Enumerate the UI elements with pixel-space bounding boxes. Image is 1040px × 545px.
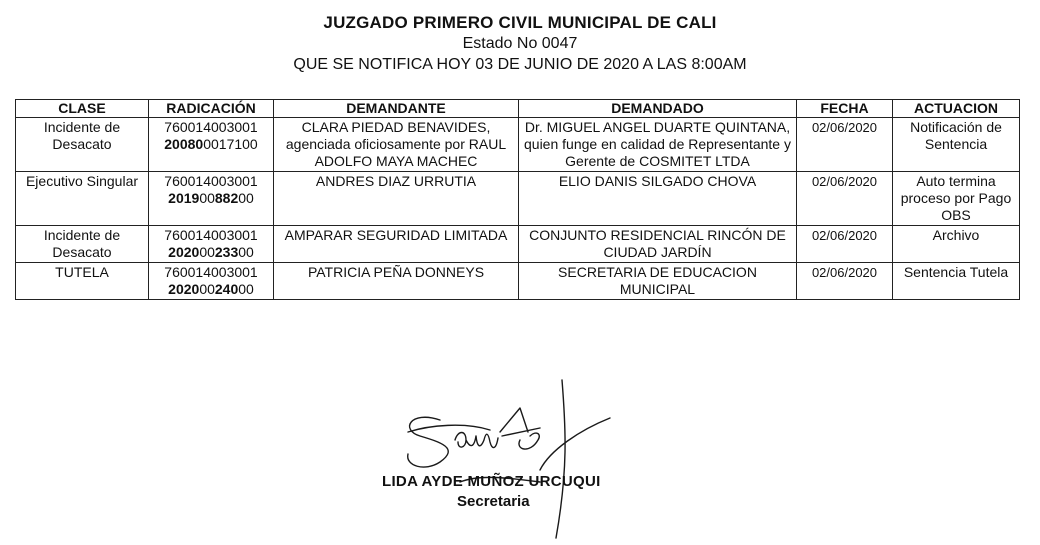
cell-clase: TUTELA: [16, 263, 149, 300]
radicacion-segment: 0: [195, 136, 204, 152]
cell-actuacion: Auto termina proceso por Pago OBS: [893, 172, 1020, 226]
signature-block: [370, 370, 670, 540]
cell-actuacion: Sentencia Tutela: [893, 263, 1020, 300]
cell-actuacion: Notificación de Sentencia: [893, 118, 1020, 172]
cell-radicacion: [149, 226, 274, 263]
estado-number: Estado No 0047: [462, 35, 578, 52]
radicacion-prefix: 760014003001: [164, 119, 258, 135]
cell-demandante: AMPARAR SEGURIDAD LIMITADA: [274, 226, 519, 263]
cell-demandado: ELIO DANIS SILGADO CHOVA: [519, 172, 797, 226]
cell-demandado: Dr. MIGUEL ANGEL DUARTE QUINTANA, quien funge en calidad de Representante y Gerente de COSMITET LTDA: [519, 118, 797, 172]
column-header-demandante: DEMANDANTE: [274, 100, 519, 118]
radicacion-segment: 2020: [168, 244, 200, 260]
cell-fecha: 02/06/2020: [797, 226, 893, 263]
radicacion-number: [153, 190, 269, 207]
radicacion-prefix: 760014003001: [164, 264, 258, 280]
radicacion-segment: 00: [199, 190, 215, 206]
radicacion-number: [153, 281, 269, 298]
notification-date: QUE SE NOTIFICA HOY 03 DE JUNIO DE 2020 A LAS 8:00AM: [293, 56, 747, 73]
table-row: [16, 118, 1020, 172]
radicacion-number: [153, 244, 269, 261]
cell-fecha: 02/06/2020: [797, 118, 893, 172]
radicacion-segment: 2019: [168, 190, 200, 206]
radicacion-segment: 0017100: [203, 136, 258, 152]
signer-role: Secretaria: [457, 493, 530, 510]
cell-demandante: PATRICIA PEÑA DONNEYS: [274, 263, 519, 300]
cell-demandado: CONJUNTO RESIDENCIAL RINCÓN DE CIUDAD JARDÍN: [519, 226, 797, 263]
cell-radicacion: [149, 118, 274, 172]
radicacion-segment: 2020: [168, 281, 200, 297]
table-row: [16, 172, 1020, 226]
table-row: [16, 226, 1020, 263]
column-header-demandado: DEMANDADO: [519, 100, 797, 118]
radicacion-segment: 00: [199, 244, 215, 260]
cell-demandado: SECRETARIA DE EDUCACION MUNICIPAL: [519, 263, 797, 300]
court-title: JUZGADO PRIMERO CIVIL MUNICIPAL DE CALI: [323, 13, 717, 32]
cell-clase: Incidente de Desacato: [16, 118, 149, 172]
table-row: [16, 263, 1020, 300]
cell-actuacion: Archivo: [893, 226, 1020, 263]
column-header-clase: CLASE: [16, 100, 149, 118]
signer-name: LIDA AYDE MUÑOZ URCUQUI: [382, 473, 601, 490]
cell-demandante: ANDRES DIAZ URRUTIA: [274, 172, 519, 226]
table-header-row: [16, 100, 1020, 118]
column-header-actuacion: ACTUACION: [893, 100, 1020, 118]
estado-table: [15, 99, 1020, 300]
handwritten-signature: [370, 370, 670, 540]
radicacion-segment: 2008: [164, 136, 196, 152]
document-header: [0, 12, 1040, 75]
radicacion-segment: 233: [214, 244, 239, 260]
radicacion-segment: 882: [214, 190, 239, 206]
cell-demandante: CLARA PIEDAD BENAVIDES, agenciada oficiosamente por RAUL ADOLFO MAYA MACHEC: [274, 118, 519, 172]
cell-radicacion: [149, 263, 274, 300]
radicacion-segment: 00: [199, 281, 215, 297]
radicacion-segment: 00: [238, 190, 254, 206]
radicacion-segment: 00: [238, 281, 254, 297]
cell-radicacion: [149, 172, 274, 226]
column-header-radicacion: RADICACIÓN: [149, 100, 274, 118]
cell-clase: Ejecutivo Singular: [16, 172, 149, 226]
radicacion-segment: 240: [214, 281, 239, 297]
cell-fecha: 02/06/2020: [797, 263, 893, 300]
radicacion-segment: 00: [238, 244, 254, 260]
radicacion-number: [153, 136, 269, 153]
radicacion-prefix: 760014003001: [164, 227, 258, 243]
cell-fecha: 02/06/2020: [797, 172, 893, 226]
radicacion-prefix: 760014003001: [164, 173, 258, 189]
column-header-fecha: FECHA: [797, 100, 893, 118]
cell-clase: Incidente de Desacato: [16, 226, 149, 263]
